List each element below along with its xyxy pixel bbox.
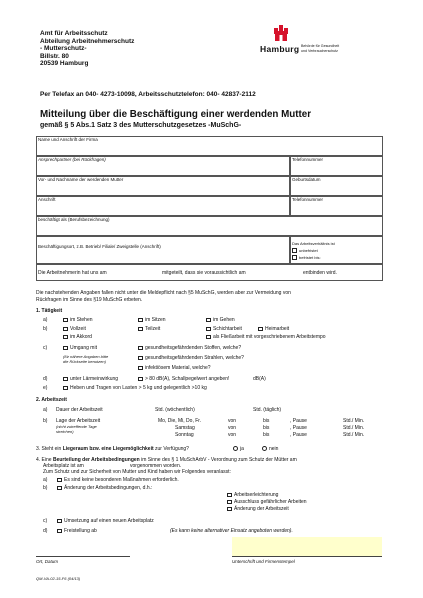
logo-name: Hamburg: [260, 44, 300, 54]
label-aenderung: Änderung der Arbeitsbedingungen, d.h.:: [64, 485, 153, 491]
checkbox-teilzeit[interactable]: [138, 327, 143, 332]
checkbox-erleichterung[interactable]: [227, 493, 232, 498]
label-ausschluss: Ausschluss gefährlicher Arbeiten: [234, 499, 307, 505]
s3-text: 3. Steht ein Liegeraum bzw. eine Liegemöglichkeit zur Verfügung?: [36, 446, 189, 452]
checkbox-stoffe[interactable]: [138, 346, 143, 351]
signature-line-ort: [36, 556, 130, 557]
label-std-woechentlich: Std. (wöchentlich): [155, 407, 195, 413]
radio-ja[interactable]: [233, 446, 238, 451]
label-lage: Lage der Arbeitszeit: [56, 418, 101, 424]
hint-line-2: die Rückseite benutzen): [63, 359, 106, 364]
label-arbeitsverhaeltnis: Das Arbeitsverhältnis ist: [292, 241, 335, 246]
label-arbeitszeit: Änderung der Arbeitszeit: [234, 506, 289, 512]
castle-icon: [270, 22, 292, 44]
sender-line-3: - Mutterschutz-: [40, 45, 87, 52]
label-mitteilung-1: Die Arbeitnehmerin hat uns am: [38, 270, 107, 276]
s1-b-label: b): [43, 326, 48, 332]
label-stoffe: gesundheitsgefährdenden Stoffen, welche?: [145, 345, 242, 351]
field-beschaeftigungsort[interactable]: [36, 236, 290, 264]
checkbox-vollzeit[interactable]: [63, 327, 68, 332]
label-ansprechpartner: Ansprechpartner (bei Rückfragen): [38, 157, 106, 162]
checkbox-schallpegel[interactable]: [138, 377, 143, 382]
s2-b-label: b): [43, 418, 48, 424]
label-telefon-1: Telefonnummer: [292, 157, 324, 162]
label-nein: nein: [269, 446, 279, 452]
radio-nein[interactable]: [262, 446, 267, 451]
label-teilzeit: Teilzeit: [145, 326, 161, 332]
label-anschrift: Anschrift: [38, 197, 56, 202]
s4-title: 4. Eine Beurteilung der Arbeitsbedingungen im Sinne des § 1 MuSchArbV - Verordnung zum Schutz der Mütter am: [36, 457, 297, 463]
s1-a-label: a): [43, 317, 48, 323]
intro-line-2: Rückfragen im Sinne des §19 MuSchG erbeten.: [36, 297, 143, 303]
label-von-1: von: [228, 418, 237, 424]
stamp-field[interactable]: [232, 537, 382, 556]
field-anschrift[interactable]: [36, 196, 290, 216]
label-geburtsdatum: Geburtsdatum: [292, 177, 321, 182]
day-sonntag: Sonntag: [175, 432, 194, 438]
label-unterschrift: Unterschrift und Firmenstempel: [232, 559, 295, 564]
checkbox-umgang[interactable]: [63, 346, 68, 351]
label-umsetzung: Umsetzung auf einen neuen Arbeitsplatz: [64, 518, 154, 524]
sender-line-5: 20539 Hamburg: [40, 60, 89, 67]
label-pause-1: , Pause: [290, 418, 307, 424]
s4-a-label: a): [43, 477, 48, 483]
label-dauer: Dauer der Arbeitszeit: [56, 407, 103, 413]
day-weekdays: Mo, Die, Mi, Do, Fr.: [158, 418, 202, 424]
s1-e-label: e): [43, 385, 48, 391]
checkbox-sitzen[interactable]: [138, 318, 143, 323]
label-bis-3: bis: [263, 432, 270, 438]
s4-d-label: d): [43, 528, 48, 534]
label-strahlen: gesundheitsgefährdenden Strahlen, welche?: [145, 355, 244, 361]
s4-b-label: b): [43, 485, 48, 491]
label-sitzen: im Sitzen: [145, 317, 166, 323]
hint-line-1: (für nähere Angaben bitte: [63, 354, 109, 359]
label-bis-1: bis: [263, 418, 270, 424]
checkbox-unbefristet[interactable]: [292, 248, 297, 253]
checkbox-heben[interactable]: [63, 386, 68, 391]
label-mitteilung-2: mitgeteilt, dass sie voraussichtlich am: [162, 270, 246, 276]
page-subtitle: gemäß § 5 Abs.1 Satz 3 des Mutterschutzgesetzes -MuSchG-: [40, 122, 242, 129]
s4-l2-a: Arbeitsplatz ist am: [43, 463, 84, 469]
checkbox-ausschluss[interactable]: [227, 500, 232, 505]
label-pause-2: , Pause: [290, 425, 307, 431]
label-ort-datum: Ort, Datum: [36, 559, 59, 564]
label-von-3: von: [228, 432, 237, 438]
label-name-mutter: Vor- und Nachname der werdenden Mutter: [38, 177, 124, 182]
label-mitteilung-3: entbinden wird.: [303, 270, 337, 276]
checkbox-keine-massnahmen[interactable]: [57, 478, 62, 483]
label-freistellung: Freistellung ab: [64, 528, 97, 534]
s2-title: 2. Arbeitszeit: [36, 397, 67, 403]
label-akkord: im Akkord: [70, 334, 92, 340]
label-beschaeftigt: beschäftigt als (Berufsbezeichnung): [38, 217, 110, 222]
sender-line-4: Billstr. 80: [40, 52, 69, 60]
label-dba: dB(A): [253, 376, 266, 382]
day-samstag: Samstag: [175, 425, 195, 431]
intro-line-1: Die nachstehenden Angaben fallen nicht unter die Meldepflicht nach §5 MuSchG, werden aber zur Vermeidung von: [36, 290, 291, 296]
hint-tage-1: (nicht zutreffende Tage: [56, 424, 97, 429]
checkbox-infektioes[interactable]: [138, 366, 143, 371]
checkbox-stehen[interactable]: [63, 318, 68, 323]
checkbox-heimarbeit[interactable]: [258, 327, 263, 332]
label-unbefristet: unbefristet: [299, 248, 318, 253]
label-bis-2: bis: [263, 425, 270, 431]
s4-l3: Zum Schutz und zur Sicherheit von Mutter und Kind haben wir Folgendes veranlasst:: [43, 469, 231, 475]
label-von-2: von: [228, 425, 237, 431]
checkbox-befristet[interactable]: [292, 255, 297, 260]
label-std-taeglich: Std. (täglich): [253, 407, 282, 413]
s1-c-label: c): [43, 345, 48, 351]
checkbox-freistellung[interactable]: [57, 529, 62, 534]
label-beschaeftigungsort: Beschäftigungsort, z.B. Betrieb/ Filiale/ Zweigstelle (Anschrift): [38, 244, 161, 249]
s4-l2-b: vorgenommen worden.: [130, 463, 182, 469]
checkbox-akkord[interactable]: [63, 335, 68, 340]
label-ja: ja: [240, 446, 244, 452]
label-stdmin-1: Std./ Min.: [343, 418, 365, 424]
label-schichtarbeit: Schichtarbeit: [213, 326, 242, 332]
label-umgang: Umgang mit: [70, 345, 97, 351]
label-firma: Name und Anschrift der Firma: [38, 137, 98, 142]
checkbox-strahlen[interactable]: [138, 356, 143, 361]
label-laerm: unter Lärmeinwirkung: [70, 376, 119, 382]
fax-line: Per Telefax an 040- 4273-10098, Arbeitsschutztelefon: 040- 42837-2112: [40, 91, 256, 98]
checkbox-laerm[interactable]: [63, 377, 68, 382]
hint-tage-2: streichen): [56, 429, 74, 434]
checkbox-aenderung[interactable]: [57, 486, 62, 491]
s1-d-label: d): [43, 376, 48, 382]
logo-sub-2: und Verbraucherschutz: [301, 48, 338, 53]
label-pause-3: , Pause: [290, 432, 307, 438]
label-erleichterung: Arbeitserleichterung: [234, 492, 279, 498]
label-infektioes: infektiösem Material, welche?: [145, 365, 211, 371]
label-stdmin-3: Std./ Min.: [343, 432, 365, 438]
label-vollzeit: Vollzeit: [70, 326, 86, 332]
logo-sub-1: Behörde für Gesundheit: [301, 44, 340, 48]
checkbox-fliessarbeit[interactable]: [206, 335, 211, 340]
checkbox-schichtarbeit[interactable]: [206, 327, 211, 332]
s4-c-label: c): [43, 518, 48, 524]
label-gehen: im Gehen: [213, 317, 235, 323]
label-fliessarbeit: als Fließarbeit mit vorgeschriebenem Arbeitstempo: [213, 334, 326, 340]
label-telefon-2: Telefonnummer: [292, 197, 324, 202]
page-title: Mitteilung über die Beschäftigung einer werdenden Mutter: [40, 109, 312, 120]
label-schallpegel: > 80 dB(A), Schallpegelwert angeben!: [145, 376, 230, 382]
label-keine-massnahmen: Es sind keine besonderen Maßnahmen erforderlich.: [64, 477, 179, 483]
sender-line-1: Amt für Arbeitsschutz: [40, 30, 108, 37]
s2-a-label: a): [43, 407, 48, 413]
checkbox-arbeitszeit[interactable]: [227, 507, 232, 512]
checkbox-umsetzung[interactable]: [57, 519, 62, 524]
sender-line-2: Abteilung Arbeitnehmerschutz: [40, 37, 135, 45]
s1-title: 1. Tätigkeit: [36, 308, 63, 314]
label-heben: Heben und Tragen von Lasten > 5 kg und gelegentlich >10 kg: [70, 385, 207, 391]
label-befristet: befristet bis:: [299, 255, 321, 260]
label-stdmin-2: Std./ Min.: [343, 425, 365, 431]
label-kein-einsatz: (Es kann keine alternativer Einsatz angeboten werden).: [170, 528, 293, 534]
checkbox-gehen[interactable]: [206, 318, 211, 323]
label-stehen: im Stehen: [70, 317, 93, 323]
form-code: QM-VA-02-15-F6 (04/13): [36, 576, 81, 581]
label-heimarbeit: Heimarbeit: [265, 326, 290, 332]
signature-line-stempel: [232, 556, 382, 557]
